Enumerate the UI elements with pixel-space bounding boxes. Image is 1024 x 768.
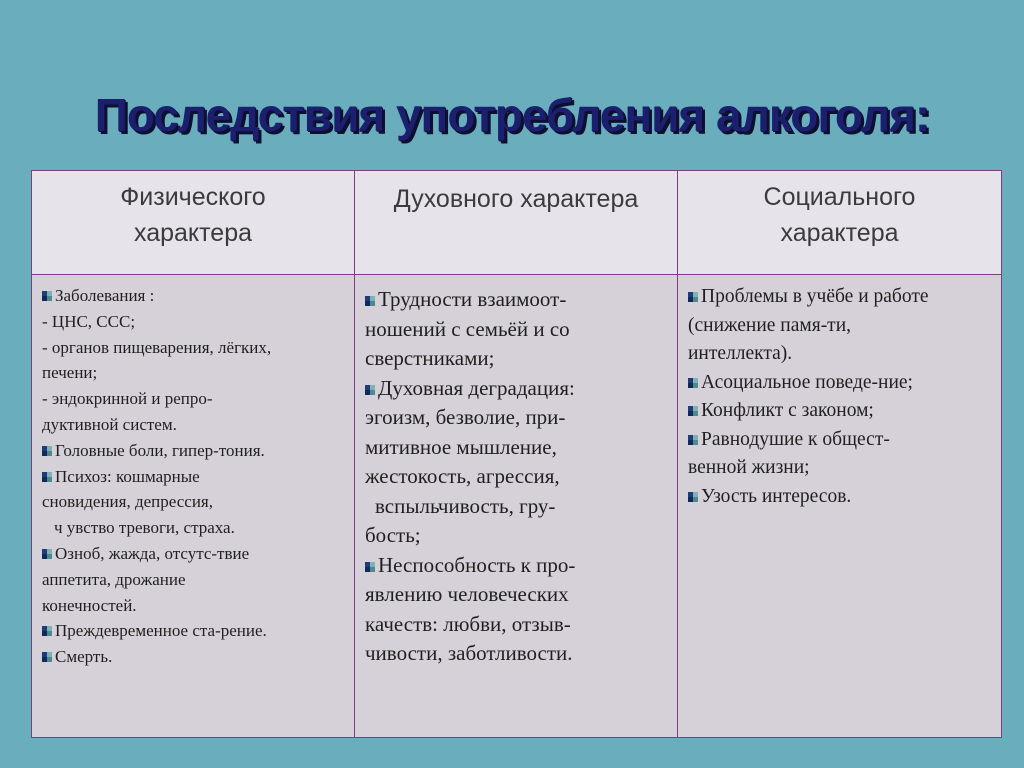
spiritual-item3c: качеств: любви, отзыв-: [365, 611, 571, 636]
physical-cell: [32, 275, 355, 738]
physical-item1-title: Заболевания :: [55, 286, 155, 305]
slide-title: Последствия употребления алкоголя:: [94, 89, 930, 141]
physical-item3c: ч увство тревоги, страха.: [54, 518, 235, 538]
spiritual-item1c: сверстниками;: [365, 346, 495, 370]
list-item: [688, 483, 993, 512]
square-checker-bullet-icon: [42, 652, 52, 662]
spiritual-item1b: ношений с семьёй и со: [365, 316, 570, 341]
content-row: [32, 275, 1002, 738]
physical-item6: Смерть.: [55, 647, 113, 667]
square-checker-bullet-icon: [42, 626, 52, 636]
header-spiritual-line1: Духовного характера: [393, 185, 639, 213]
physical-item3b: сновидения, депрессия,: [42, 492, 213, 512]
physical-item1-sub1: - ЦНС, ССС;: [42, 311, 136, 331]
header-spiritual: [355, 171, 678, 275]
square-checker-bullet-icon: [42, 472, 52, 482]
header-social-line2: характера: [780, 219, 899, 247]
square-checker-bullet-icon: [42, 549, 52, 559]
social-item2: Асоциальное поведе-ние;: [701, 371, 913, 393]
list-item: [688, 369, 993, 398]
header-physical: [32, 171, 355, 275]
square-checker-bullet-icon: [688, 406, 698, 416]
list-item: [42, 618, 348, 644]
physical-item4c: конечностей.: [42, 595, 137, 615]
physical-item5: Преждевременное ста-рение.: [55, 621, 267, 641]
spiritual-cell: [355, 275, 678, 738]
list-item: [42, 644, 348, 670]
social-item3: Конфликт с законом;: [701, 400, 874, 421]
square-checker-bullet-icon: [688, 492, 698, 502]
social-item4b: венной жизни;: [688, 457, 810, 478]
square-checker-bullet-icon: [365, 296, 375, 306]
header-social-line1: Социального: [763, 183, 916, 211]
consequences-table: [31, 170, 1002, 738]
spiritual-item3b: явлению человеческих: [365, 582, 569, 606]
header-social: [678, 171, 1002, 275]
physical-item1-sub2b: печени;: [42, 363, 98, 383]
physical-item1-sub2a: - органов пищеварения, лёгких,: [42, 337, 272, 357]
spiritual-item2b: эгоизм, безволие, при-: [365, 405, 566, 429]
spiritual-item3d: чивости, заботливости.: [365, 641, 573, 665]
spiritual-item2e: вспыльчивость, гру-: [375, 493, 556, 518]
list-item: [42, 438, 348, 464]
list-item: [688, 397, 993, 426]
spiritual-item2a: Духовная деградация:: [378, 375, 575, 400]
list-item: [365, 551, 669, 581]
spiritual-item2c: митивное мышление,: [365, 434, 557, 459]
physical-item2: Головные боли, гипер-тония.: [55, 440, 265, 460]
list-item: [688, 426, 993, 455]
square-checker-bullet-icon: [688, 435, 698, 445]
social-item1a: Проблемы в учёбе и работе: [701, 286, 929, 307]
list-item: [42, 541, 348, 567]
header-row: [32, 171, 1002, 275]
square-checker-bullet-icon: [688, 292, 698, 302]
square-checker-bullet-icon: [365, 385, 375, 395]
physical-item4b: аппетита, дрожание: [42, 569, 186, 589]
header-physical-line2: характера: [133, 219, 253, 247]
square-checker-bullet-icon: [42, 291, 52, 301]
physical-item3a: Психоз: кошмарные: [55, 466, 200, 486]
header-physical-line1: Физического: [120, 183, 266, 211]
list-item: [42, 283, 348, 309]
square-checker-bullet-icon: [42, 446, 52, 456]
spiritual-item1a: Трудности взаимоот-: [378, 287, 567, 311]
physical-item1-sub3a: - эндокринной и репро-: [42, 389, 213, 409]
physical-item1-sub3b: дуктивной систем.: [42, 414, 177, 434]
list-item: [688, 283, 993, 312]
list-item: [365, 374, 669, 404]
list-item: [365, 285, 669, 315]
physical-item4a: Озноб, жажда, отсутс-твие: [55, 543, 250, 563]
social-item4a: Равнодушие к общест-: [701, 428, 890, 450]
spiritual-item2f: бость;: [365, 523, 421, 547]
social-item5: Узость интересов.: [701, 485, 852, 507]
social-item1c: интеллекта).: [688, 343, 793, 364]
spiritual-item3a: Неспособность к про-: [378, 552, 576, 577]
square-checker-bullet-icon: [365, 562, 375, 572]
square-checker-bullet-icon: [688, 378, 698, 388]
social-item1b: (снижение памя-ти,: [688, 314, 852, 336]
spiritual-item2d: жестокость, агрессия,: [365, 464, 560, 488]
social-cell: [678, 275, 1002, 738]
list-item: [42, 464, 348, 490]
